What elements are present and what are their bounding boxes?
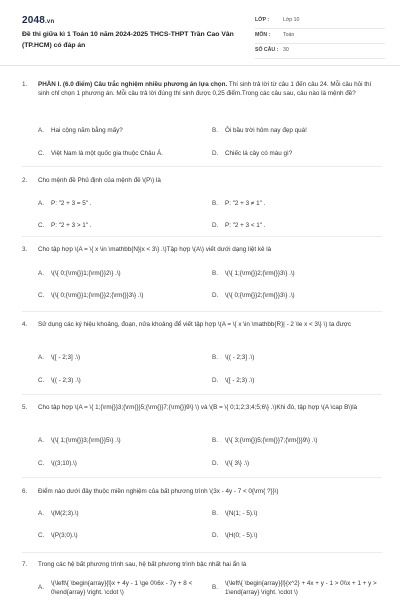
option-a[interactable]: [38, 199, 208, 208]
option-letter: A.: [38, 270, 44, 277]
section-desc: (6.0 điểm) Câu trắc nghiệm nhiều phương án lựa chọn.: [62, 81, 228, 88]
option-a[interactable]: [38, 353, 208, 362]
logo-text: 2048: [22, 15, 46, 26]
option-a[interactable]: [38, 579, 210, 597]
option-letter: C.: [38, 460, 45, 467]
option-text: Việt Nam là một quốc gia thuộc Châu Á.: [51, 150, 163, 157]
option-letter: A.: [38, 200, 44, 207]
option-text: P: "2 + 3 = 5" .: [51, 200, 92, 207]
option-letter: B.: [212, 127, 218, 134]
question-text: Cho mệnh đề Phủ định của mệnh đề \(P\) là: [38, 177, 161, 184]
option-letter: B.: [212, 354, 218, 361]
option-letter: D.: [212, 460, 219, 467]
option-c[interactable]: [38, 291, 208, 300]
question-text: Điểm nào dưới đây thuộc miền nghiệm của bất phương trình \(3x - 4y - 7 < 0{\rm{ ?}}\): [38, 488, 279, 495]
option-d[interactable]: [212, 459, 382, 468]
option-letter: A.: [38, 354, 44, 361]
option-letter: B.: [212, 437, 218, 444]
question-number: 4.: [22, 321, 28, 328]
option-letter: B.: [212, 510, 218, 517]
option-d[interactable]: [212, 531, 382, 540]
option-c[interactable]: [38, 459, 208, 468]
question-6: [22, 487, 382, 543]
section-label: PHẦN I.: [38, 81, 62, 88]
option-letter: C.: [38, 532, 45, 539]
option-text: Ôi bầu trời hôm nay đẹp quá!: [225, 127, 307, 134]
option-letter: A.: [38, 437, 44, 444]
option-letter: D.: [212, 222, 219, 229]
option-text: \(\left\{ \begin{array}{l}x + 4y - 1 \ge 0\\6x - 7y + 8 < 0\end{array} \right. \cdot \): [51, 580, 193, 597]
question-body: Thí sinh trả lời từ câu 1 đến câu 24. Mỗi câu hỏi thí sinh chỉ chọn 1 phương án. Mỗi câu trả lời đúng thí sinh được 0,25 điểm.Trong các câu sau, câu nào là mệnh đề?: [38, 81, 372, 98]
option-letter: C.: [38, 150, 45, 157]
exam-title: Đề thi giữa kì 1 Toán 10 năm 2024-2025 THCS-THPT Trần Cao Vân (TP.HCM) có đáp án: [22, 31, 234, 49]
option-text: \(\{ 3\} .\): [225, 460, 250, 467]
option-text: P: "2 + 3 ≠ 1" .: [225, 200, 266, 207]
option-a[interactable]: [38, 436, 208, 445]
option-letter: D.: [212, 377, 219, 384]
option-letter: B.: [212, 200, 218, 207]
option-text: \([ - 2;3) .\): [225, 377, 255, 384]
option-b[interactable]: [212, 509, 382, 518]
option-letter: B.: [212, 270, 218, 277]
meta-row-class: [255, 14, 385, 29]
logo-suffix: .vn: [45, 19, 55, 25]
option-d[interactable]: [212, 376, 382, 385]
divider: [22, 236, 382, 237]
option-b[interactable]: [212, 269, 382, 278]
meta-value: Toán: [283, 32, 295, 39]
option-text: \(\{ 3;{\rm{}}5;{\rm{}}7;{\rm{}}9\} .\): [225, 437, 318, 444]
option-a[interactable]: [38, 126, 208, 135]
option-text: \(N(1; - 5).\): [225, 510, 258, 517]
option-text: \(\{ 1;{\rm{}}2;{\rm{}}3\} .\): [225, 270, 295, 277]
option-letter: D.: [212, 292, 219, 299]
option-text: \(\{ 0;{\rm{}}1;{\rm{}}2\} .\): [51, 270, 121, 277]
meta-value: Lớp 10: [283, 17, 300, 24]
question-number: 7.: [22, 561, 28, 568]
option-text: P: "2 + 3 < 1" .: [225, 222, 266, 229]
site-logo[interactable]: [22, 14, 54, 29]
meta-row-count: [255, 44, 385, 59]
meta-label: MÔN :: [255, 32, 271, 39]
question-number: 3.: [22, 246, 28, 253]
option-d[interactable]: [212, 221, 382, 230]
question-number: 2.: [22, 177, 28, 184]
question-text: Cho tập hợp \(A = \{ x \in \mathbb{N}|x < 3\} .\)Tập hợp \(A\) viết dưới dạng liệt kê là: [38, 246, 272, 253]
question-1: [22, 80, 382, 157]
question-7: [22, 560, 382, 600]
option-text: \((3;10).\): [51, 460, 77, 467]
option-letter: A.: [38, 510, 44, 517]
question-text: [38, 80, 384, 98]
question-number: 1.: [22, 81, 28, 88]
option-b[interactable]: [212, 579, 384, 597]
exam-meta: [255, 14, 385, 59]
question-number: 6.: [22, 488, 28, 495]
option-a[interactable]: [38, 269, 208, 278]
option-c[interactable]: [38, 531, 208, 540]
option-d[interactable]: [212, 291, 382, 300]
option-text: \(( - 2;3] .\): [225, 354, 255, 361]
option-letter: D.: [212, 150, 219, 157]
option-c[interactable]: [38, 149, 208, 158]
option-d[interactable]: [212, 149, 382, 158]
option-b[interactable]: [212, 199, 382, 208]
question-text: Sử dụng các ký hiệu khoảng, đoạn, nửa khoảng để viết tập hợp \(A = \{ x \in \mathbb{R}| - 2 \le x < 3\} \) ta được: [38, 321, 352, 328]
option-letter: C.: [38, 222, 45, 229]
option-letter: D.: [212, 532, 219, 539]
meta-row-subject: [255, 29, 385, 44]
option-text: \(M(2;3).\): [51, 510, 79, 517]
option-text: Chiếc lá cây có màu gì?: [225, 150, 293, 157]
option-text: \(P(3;0).\): [51, 532, 78, 539]
divider: [22, 477, 382, 478]
option-c[interactable]: [38, 376, 208, 385]
divider: [22, 552, 382, 553]
question-2: [22, 176, 382, 229]
option-b[interactable]: [212, 436, 382, 445]
option-text: \(\{ 0;{\rm{}}1;{\rm{}}2;{\rm{}}3\} .\): [51, 292, 144, 299]
option-text: Hai cộng năm bằng mấy?: [51, 127, 123, 134]
question-4: [22, 320, 382, 386]
page-header: [0, 0, 400, 66]
option-letter: A.: [38, 127, 44, 134]
question-5: [22, 403, 382, 469]
option-text: P: "2 + 3 > 1" .: [51, 222, 92, 229]
option-letter: A.: [38, 584, 44, 591]
question-3: [22, 245, 382, 301]
option-text: \(H(0; - 5).\): [225, 532, 258, 539]
meta-label: SỐ CÂU :: [255, 47, 279, 54]
option-a[interactable]: [38, 509, 208, 518]
option-letter: C.: [38, 377, 45, 384]
meta-label: LỚP :: [255, 17, 270, 24]
question-number: 5.: [22, 404, 28, 411]
option-text: \(\{ 0;{\rm{}}2;{\rm{}}3\} .\): [225, 292, 295, 299]
divider: [22, 166, 382, 167]
meta-value: 30: [283, 47, 289, 54]
option-b[interactable]: [212, 126, 382, 135]
option-text: \([ - 2;3] .\): [51, 354, 81, 361]
option-text: \(\left\{ \begin{array}{l}{x^2} + 4x + y - 1 > 0\\x + 1 + y > 1\end{array} \right. \cdot \): [225, 580, 377, 597]
option-text: \(\{ 1;{\rm{}}3;{\rm{}}5\} .\): [51, 437, 121, 444]
option-b[interactable]: [212, 353, 382, 362]
divider: [22, 311, 382, 312]
divider: [22, 394, 382, 395]
question-text: Trong các hệ bất phương trình sau, hệ bất phương trình bậc nhất hai ẩn là: [38, 561, 247, 568]
option-letter: B.: [212, 584, 218, 591]
option-letter: C.: [38, 292, 45, 299]
option-c[interactable]: [38, 221, 208, 230]
option-text: \(( - 2;3) .\): [51, 377, 81, 384]
question-text: Cho tập hợp \(A = \{ 1;{\rm{}}3;{\rm{}}5;{\rm{}}7;{\rm{}}9\} \) và \(B = \{ 0;1;2;3;4;5;6\} .\)Khi đó, tập hợp \(A \cap B\)là: [38, 404, 358, 411]
